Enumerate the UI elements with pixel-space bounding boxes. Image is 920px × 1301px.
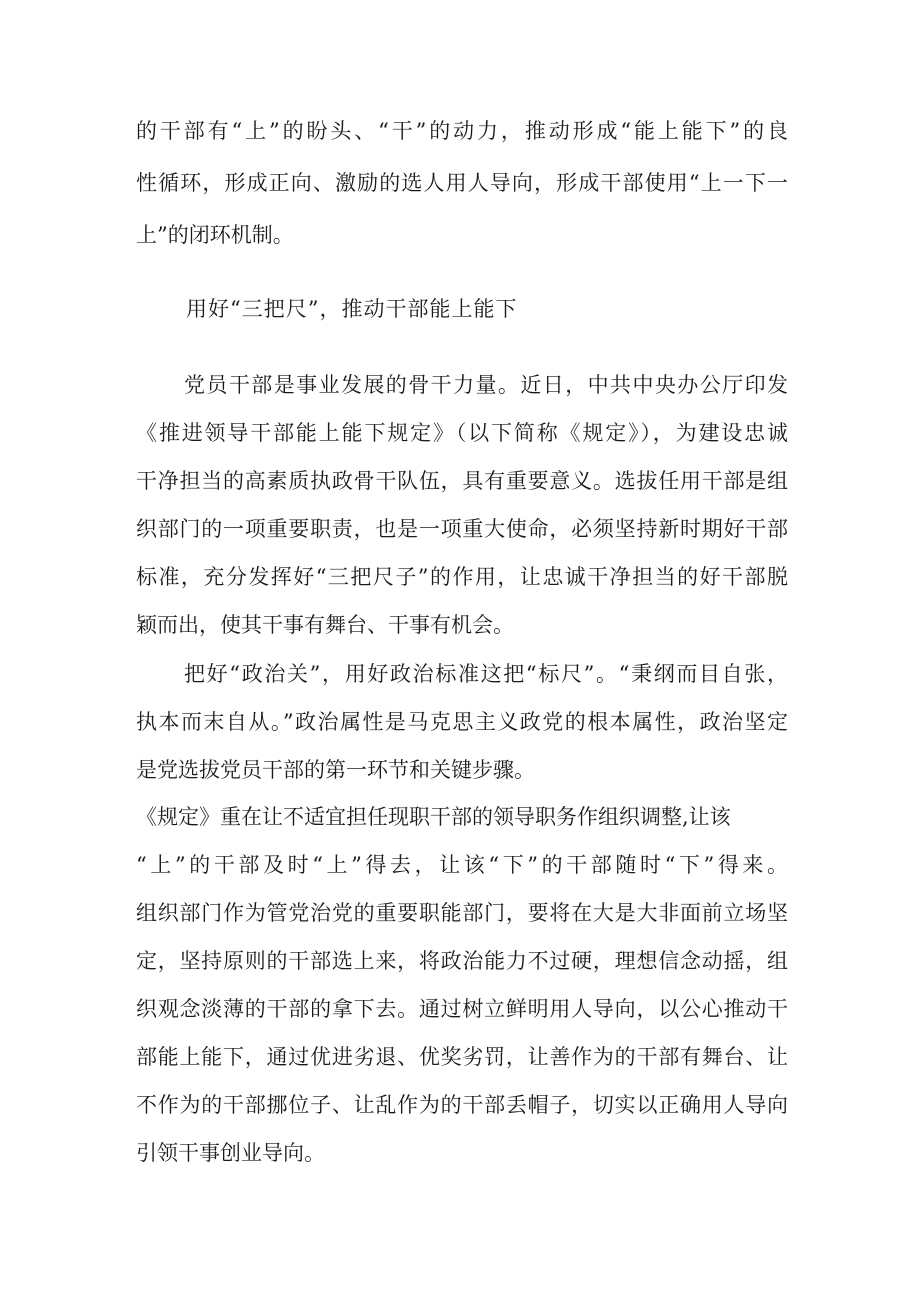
paragraph-3	[136, 655, 788, 789]
text-line: 性循环，形成正向、激励的选人用人导向，形成干部使用“上一下一	[136, 171, 788, 195]
section-heading: 用好“三把尺”，推动干部能上能下	[186, 297, 518, 321]
text-line: 执本而末自从。”政治属性是马克思主义政党的根本属性，政治坚定	[136, 710, 788, 734]
text-line: 部能上能下，通过优进劣退、优奖劣罚，让善作为的干部有舞台、让	[136, 1045, 788, 1069]
text-line: 组织部门作为管党治党的重要职能部门，要将在大是大非面前立场坚	[136, 901, 788, 925]
text-line: 党员干部是事业发展的骨干力量。近日，中共中央办公厅印发	[184, 373, 788, 397]
text-line: 不作为的干部挪位子、让乱作为的干部丢帽子，切实以正确用人导向	[136, 1093, 788, 1117]
paragraph-2	[136, 366, 788, 644]
paragraph-1	[136, 112, 788, 254]
text-line: 引领干事创业导向。	[136, 1141, 325, 1165]
text-line: 织观念淡薄的干部的拿下去。通过树立鲜明用人导向，以公心推动干	[136, 997, 788, 1021]
text-line: 标准，充分发挥好“三把尺子”的作用，让忠诚干净担当的好干部脱	[136, 565, 788, 589]
text-line: “上”的干部及时“上”得去，让该“下”的干部随时“下”得来。	[136, 853, 788, 877]
text-line: 定，坚持原则的干部选上来，将政治能力不过硬，理想信念动摇，组	[136, 949, 788, 973]
text-line: 把好“政治关”，用好政治标准这把“标尺”。“秉纲而目自张，	[184, 662, 788, 686]
text-line: 的干部有“上”的盼头、“干”的动力，推动形成“能上能下”的良	[136, 119, 788, 143]
text-line: 颖而出，使其干事有舞台、干事有机会。	[136, 613, 514, 637]
text-line: 《规定》重在让不适宜担任现职干部的领导职务作组织调整,让该	[136, 805, 731, 829]
text-line: 干净担当的高素质执政骨干队伍，具有重要意义。选拔任用干部是组	[136, 469, 788, 493]
paragraph-4	[136, 798, 788, 1172]
text-line: 《推进领导干部能上能下规定》（以下简称《规定》），为建设忠诚	[136, 421, 788, 445]
text-line: 上”的闭环机制。	[136, 223, 294, 247]
text-line: 织部门的一项重要职责，也是一项重大使命，必须坚持新时期好干部	[136, 517, 788, 541]
text-line: 是党选拔党员干部的第一环节和关键步骤。	[136, 758, 535, 782]
